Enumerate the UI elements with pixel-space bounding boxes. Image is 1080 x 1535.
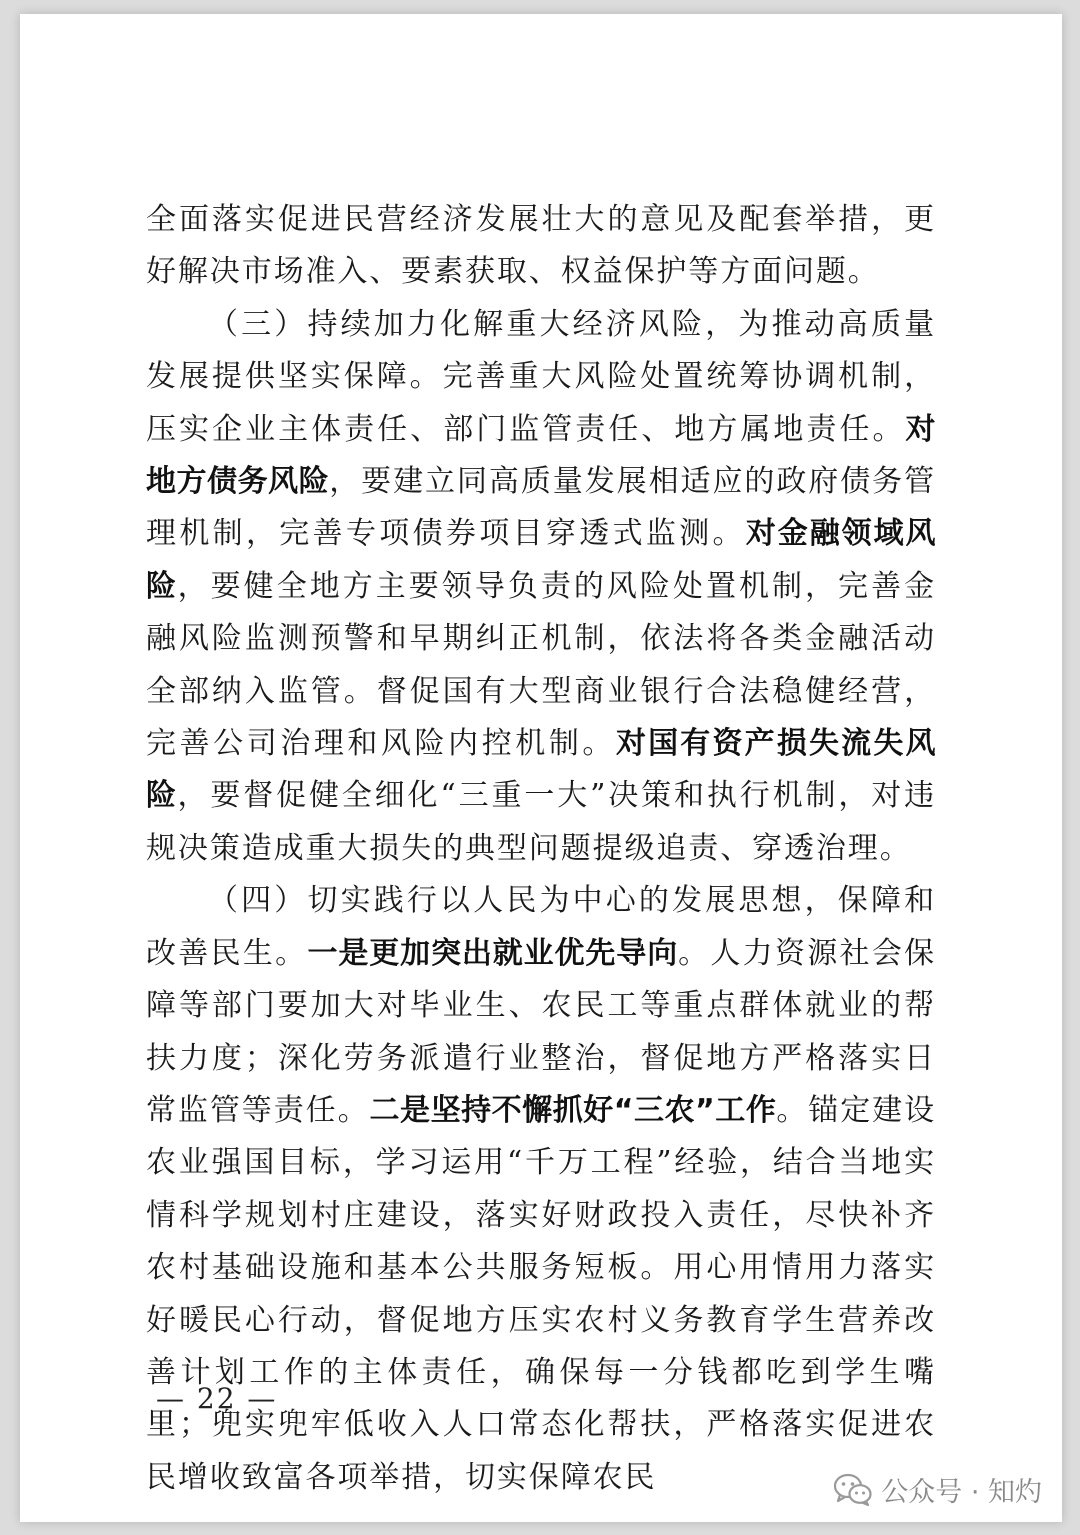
text-run: 。人力资源社会保障等部门要加大对毕业生、农民工等重点群体就业的帮扶力度；深化劳务派遣行业整治，督促地方严格落实日常监管等责任。 (146, 935, 937, 1128)
bold-heading-run: 二是坚持不懈抓好“三农”工作 (369, 1092, 777, 1128)
text-run: （四）切实践行以人民为中心的发展思想，保障和改善民生。 (146, 883, 936, 971)
bold-heading-run: 对金融领域风险 (146, 516, 937, 604)
bold-heading-run: 对地方债务风险 (146, 411, 936, 500)
text-run: 完善重大风险处置统筹协调机制，压实企业主体责任、部门监管责任、地方属地责任。 (146, 359, 937, 447)
bold-heading-run: 对国有资产损失流失风险 (146, 726, 936, 814)
paragraph-2 (146, 299, 936, 875)
watermark-text: 公众号 · 知灼 (881, 1477, 1042, 1508)
document-page (20, 14, 1062, 1522)
text-run: 。锚定建设农业强国目标，学习运用“千万工程”经验，结合当地实情科学规划村庄建设，落实好财政投入责任，尽快补齐农村基础设施和基本公共服务短板。用心用情用力落实好暖民心行动，督促地方压实农村义务教育学生营养改善计划工作的主体责任，确保每一分钱都吃到学生嘴里；兜实兜牢低收入人口常态化帮扶，严格落实促进农民增收致富各项举措，切实保障农民 (146, 1092, 936, 1495)
text-run: ，要督促健全细化“三重一大”决策和执行机制，对违规决策造成重大损失的典型问题提级追责、穿透治理。 (146, 778, 936, 866)
text-run: （三）持续加力化解重大经济风险，为推动高质量发展提供坚实保障。 (146, 306, 936, 395)
page-number: — 22 — (156, 1382, 278, 1415)
bold-heading-run: 一是更加突出就业优先导向 (307, 935, 679, 971)
wechat-icon (833, 1473, 873, 1507)
paragraph-1 (146, 194, 936, 299)
text-run: 全面落实促进民营经济发展壮大的意见及配套举措，更好解决市场准入、要素获取、权益保护等方面问题。 (146, 202, 936, 290)
document-body (146, 194, 936, 1504)
text-run: ，要健全地方主要领导负责的风险处置机制，完善金融风险监测预警和早期纠正机制，依法将各类金融活动全部纳入监管。督促国有大型商业银行合法稳健经营，完善公司治理和风险内控机制。 (146, 568, 936, 762)
text-run: ，要建立同高质量发展相适应的政府债务管理机制，完善专项债券项目穿透式监测。 (146, 464, 937, 552)
watermark (833, 1470, 1042, 1509)
